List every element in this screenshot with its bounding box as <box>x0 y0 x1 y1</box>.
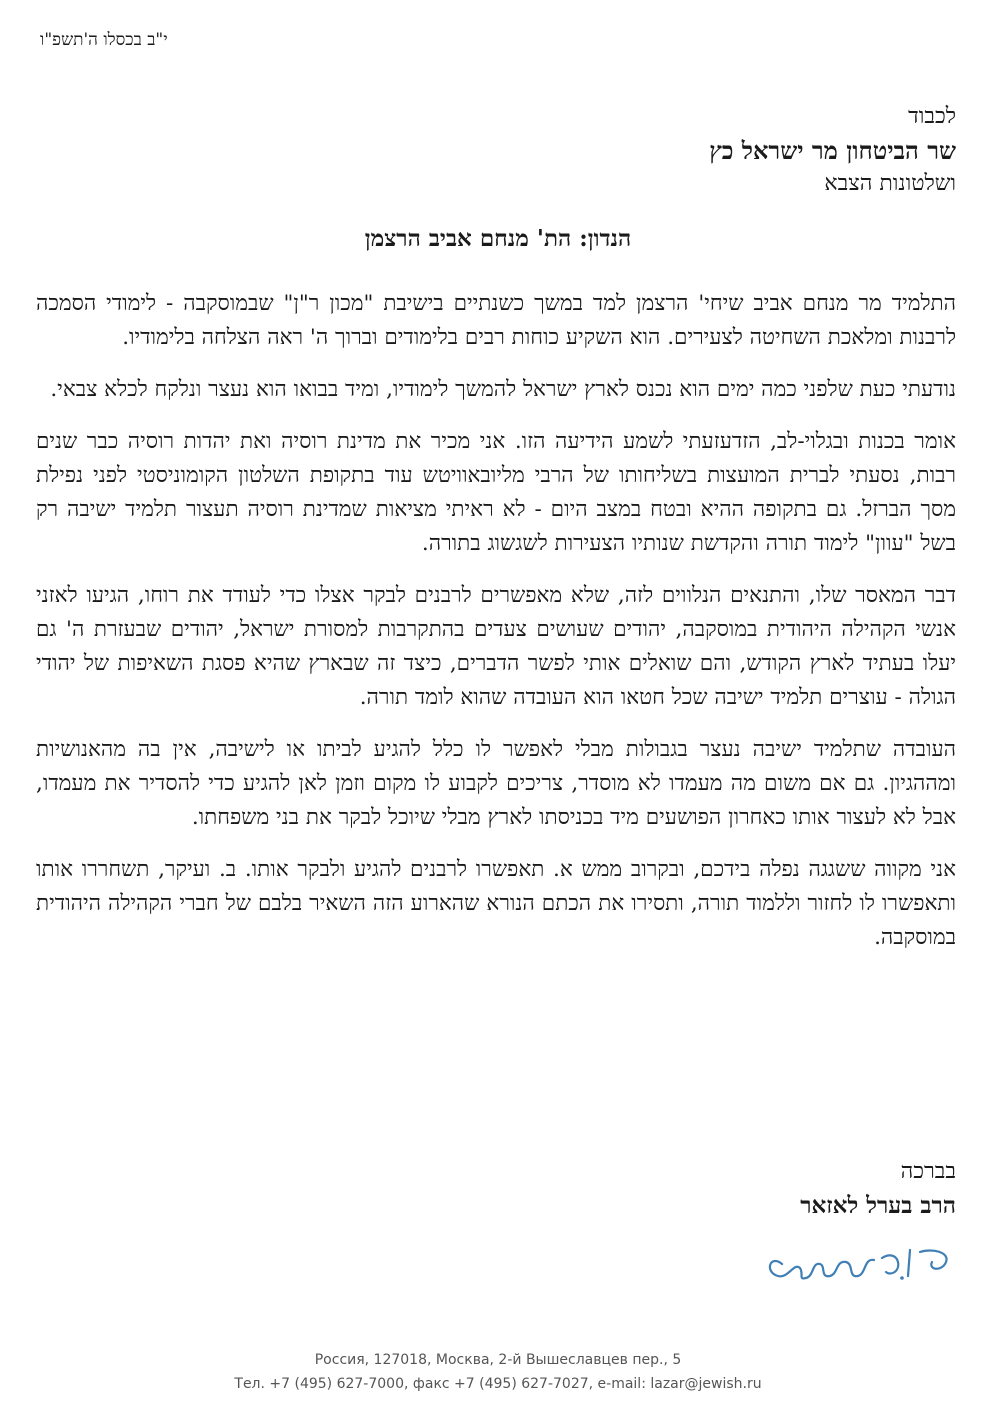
body-paragraph: דבר המאסר שלו, והתנאים הנלווים לזה, שלא מאפשרים לרבנים לבקר אצלו כדי לעודד את רוחו, הגיעו לאזני אנשי הקהילה היהודית במוסקבה, יהודים שעושים צעדים בהתקרבות למסורת ישראל, יהודים שבעזרת ה' גם יעלו בעתיד לארץ הקודש, והם שואלים אותי לפשר הדברים, כיצד זה שבארץ שהיא פסגת השאיפות של יהודי הגולה - עוצרים תלמיד ישיבה שכל חטאו הוא העובדה שהוא לומד תורה. <box>36 583 956 710</box>
letter-date: י"ב בכסלו ה'תשפ"ו <box>40 30 168 50</box>
body-paragraph: התלמיד מר מנחם אביב שיחי' הרצמן למד במשך כשנתיים בישיבת "מכון ר"ן" שבמוסקבה - לימודי הסמכה לרבנות ומלאכת השחיטה לצעירים. הוא השקיע כוחות רבים בלימודים וברוך ה' ראה הצלחה בלימודיו. <box>36 291 956 350</box>
body-paragraph: נודעתי כעת שלפני כמה ימים הוא נכנס לארץ ישראל להמשך לימודיו, ומיד בבואו הוא נעצר ונלקח לכלא צבאי. <box>50 377 956 402</box>
footer-address: Россия, 127018, Москва, 2-й Вышеславцев пер., 5 <box>314 1352 682 1368</box>
body-paragraph: אומר בכנות ובגלוי-לב, הזדעזעתי לשמע הידיעה הזו. אני מכיר את מדינת רוסיה ואת יהדות רוסיה כבר שנים רבות, נסעתי לברית המועצות בשליחותו של הרבי מליובאוויטש עוד בתקופת השלטון הקומוניסטי לפני נפילת מסך הברזל. גם בתקופה ההיא ובטח במצב היום - לא ראיתי מציאות שמדינת רוסיה תעצור תלמיד ישיבה רק בשל "עוון" לימוד תורה והקדשת שנותיו הצעירות לשגשוג בתורה. <box>36 429 956 556</box>
addressee-authorities: ושלטונות הצבא <box>824 171 956 196</box>
body-paragraph: אני מקווה ששגגה נפלה בידכם, ובקרוב ממש א. תאפשרו לרבנים להגיע ולבקר אותו. ב. ועיקר, תשחררו אותו ותאפשרו לו לחזור וללמוד תורה, ותסירו את הכתם הנורא שהארוע הזה השאיר בלבם של חברי הקהילה היהודית במוסקבה. <box>36 857 956 950</box>
handwritten-signature-icon <box>760 1232 960 1292</box>
footer-contacts: Тел. +7 (495) 627-7000, факс +7 (495) 627-7027, e-mail: lazar@jewish.ru <box>234 1376 762 1392</box>
letter-closing: בברכה <box>900 1159 956 1184</box>
letter-signer: הרב בערל לאזאר <box>800 1192 956 1219</box>
addressee-name: שר הביטחון מר ישראל כץ <box>709 136 956 165</box>
letter-subject: הנדון: הת' מנחם אביב הרצמן <box>364 225 632 252</box>
letter-body <box>36 287 956 973</box>
body-paragraph: העובדה שתלמיד ישיבה נעצר בגבולות מבלי לאפשר לו כלל להגיע לביתו או לישיבה, אין בה מהאנושיות ומההגיון. גם אם משום מה מעמדו לא מוסדר, צריכים לקבוע לו מקום וזמן לאן להגיע כדי להסדיר את מעמדו, אבל לא לעצור אותו כאחרון הפושעים מיד בכניסתו לארץ מבלי שיוכל לבקר את בני משפחתו. <box>36 737 956 830</box>
addressee-salutation: לכבוד <box>908 104 956 129</box>
